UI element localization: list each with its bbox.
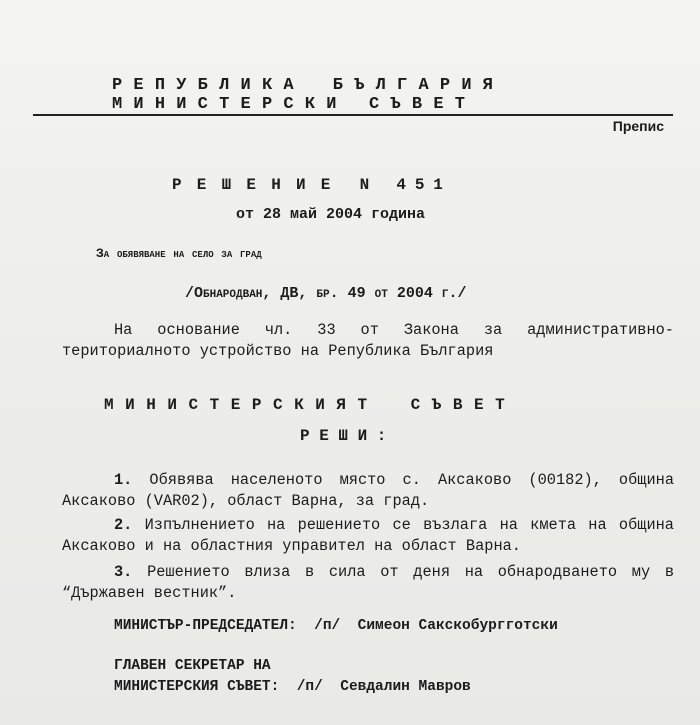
header-republic-word-2: БЪЛГАРИЯ [332,76,505,95]
item-number: 3. [114,563,133,581]
decision-title-word: РЕШЕНИЕ [172,176,346,194]
legal-basis-text: На основание чл. 33 от Закона за административно-териториалното устройство на Република България [62,321,674,360]
decision-title [172,176,452,194]
signature-secretary: МИНИСТЕРСКИЯ СЪВЕТ: /п/ Севдалин Мавров [114,679,471,695]
signature-secretary-title: ГЛАВЕН СЕКРЕТАР НА [114,658,271,674]
decides-heading: РЕШИ: [300,427,397,445]
item-number: 1. [114,471,133,489]
legal-basis-paragraph [62,320,674,362]
header-republic-word-1: РЕПУБЛИКА [112,76,305,95]
list-item [62,470,674,512]
copy-mark: Препис [612,118,664,134]
council-heading [104,396,516,414]
decision-date: от 28 май 2004 година [236,206,426,223]
list-item [62,515,674,557]
item-text: Изпълнението на решението се възлага на кмета на община Аксаково и на областния управител на област Варна. [62,516,674,555]
header-ministry: МИНИСТЕРСКИ СЪВЕТ [112,95,477,114]
list-item [62,562,674,604]
signature-prime-minister: МИНИСТЪР-ПРЕДСЕДАТЕЛ: /п/ Симеон Сакскобургготски [114,618,558,634]
header-divider [33,114,673,116]
decision-subject: За обявяване на село за град [96,246,262,261]
council-word-1: МИНИСТЕРСКИЯТ [104,396,379,414]
decision-number: N 451 [359,176,452,194]
item-number: 2. [114,516,133,534]
header-republic [112,76,504,95]
publication-note: /Обнародван, ДВ, бр. 49 от 2004 г./ [185,285,467,302]
council-word-2: СЪВЕТ [410,396,517,414]
item-text: Обявява населеното място с. Аксаково (00182), община Аксаково (VAR02), област Варна, за град. [62,471,674,510]
item-text: Решението влиза в сила от деня на обнародването му в “Държавен вестник”. [62,563,675,602]
